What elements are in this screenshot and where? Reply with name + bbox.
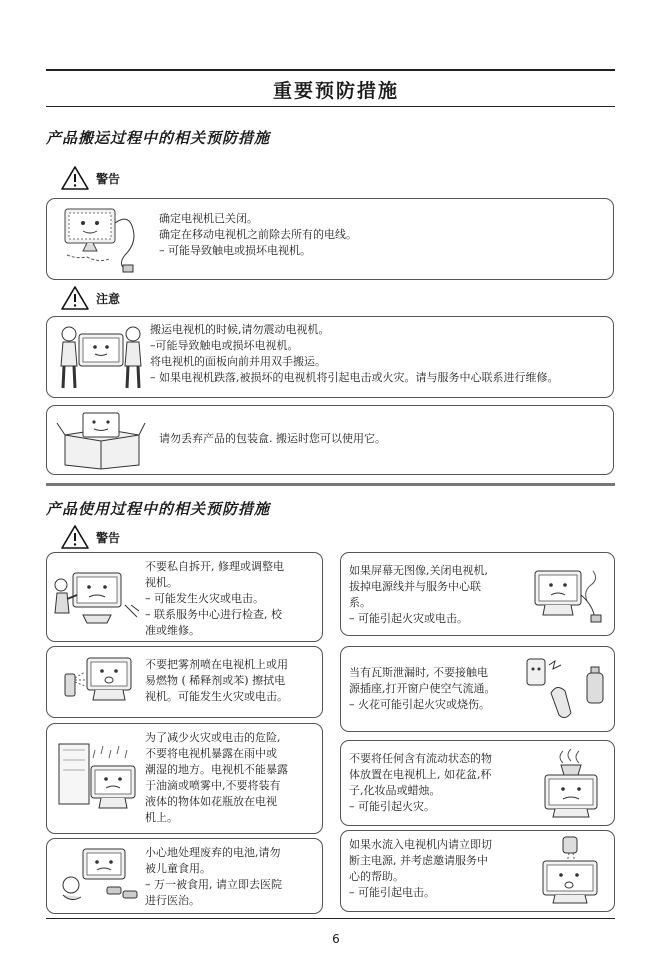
text-line: 易燃物 ( 稀释剂或苯) 擦拭电 [145, 674, 286, 687]
text-line: 源插座,打开窗户使空气流通。 [349, 682, 496, 695]
tv-disassembly-illustration [53, 565, 141, 627]
text-line: – 如果电视机跌落,被损坏的电视机将引起电击或火灾。请与服务中心联系进行维修。 [150, 371, 559, 384]
text-line: – 可能引起电击。 [349, 886, 435, 899]
transport-box-packaging-text [159, 431, 386, 447]
tv-in-box-illustration [55, 409, 147, 471]
text-line: 于油滴或喷雾中,不要将装有 [145, 779, 281, 792]
tv-spray-illustration [59, 652, 139, 712]
usage-box-gas-leak [340, 646, 615, 732]
text-line: 搬运电视机的时候,请勿震动电视机。 [150, 323, 330, 336]
text-line: 子,化妆品或蜡烛。 [349, 784, 441, 797]
two-people-carrying-tv-illustration [55, 320, 147, 394]
tv-water-illustration [533, 835, 609, 907]
text-line: –可能导致触电或损坏电视机。 [150, 339, 299, 352]
tv-smoke-illustration [529, 565, 609, 625]
usage-box-battery-text [145, 845, 282, 909]
text-line: – 万一被食用, 请立即去医院 [145, 878, 282, 891]
text-line: 断主电源, 并考虑邀请服务中 [349, 854, 488, 867]
tv-rain-illustration [55, 740, 141, 816]
usage-box-spray [46, 646, 323, 718]
text-line: 进行医治。 [145, 894, 200, 907]
text-line: 视机。可能发生火灾或电击。 [145, 690, 288, 703]
bottom-rule [46, 918, 615, 919]
text-line: 确定电视机已关闭。 [159, 212, 258, 225]
text-line: – 联系服务中心进行检查, 校 [145, 608, 282, 621]
text-line: – 可能引起火灾或电击。 [349, 612, 468, 625]
text-line: 请勿丢弃产品的包装盒. 搬运时您可以使用它。 [159, 432, 386, 445]
transport-box-packaging [46, 405, 614, 475]
text-line: 机上。 [145, 811, 178, 824]
caution-triangle-icon [60, 285, 90, 311]
usage-box-water [340, 830, 615, 912]
text-line: – 可能导致触电或损坏电视机。 [159, 244, 311, 257]
transport-box-carry-text [150, 322, 559, 386]
text-line: 不要将电视机暴露在雨中或 [145, 747, 277, 760]
top-rule [46, 69, 615, 71]
usage-box-liquids-text [349, 751, 492, 815]
text-line: 将电视机的面板向前并用双手搬运。 [150, 355, 326, 368]
text-line: 如果屏幕无图像,关闭电视机, [349, 564, 488, 577]
text-line: 视机。 [145, 576, 178, 589]
usage-box-no-picture-text [349, 563, 488, 627]
usage-heading: 产品使用过程中的相关预防措施 [46, 500, 271, 518]
text-line: 拔掉电源线并与服务中心联 [349, 580, 481, 593]
usage-box-battery [46, 838, 323, 914]
text-line: 不要私自拆开, 修理或调整电 [145, 560, 284, 573]
transport-box-unplug [46, 198, 614, 280]
warning-label: 警告 [96, 531, 121, 545]
page-title: 重要预防措施 [272, 80, 399, 102]
text-line: 系。 [349, 596, 371, 609]
transport-heading: 产品搬运过程中的相关预防措施 [46, 129, 271, 147]
text-line: 如果水流入电视机内请立即切 [349, 838, 492, 851]
gas-outlet-hand-illustration [521, 653, 609, 725]
text-line: 不要将任何含有流动状态的物 [349, 752, 492, 765]
section-separator [46, 483, 615, 486]
text-line: 当有瓦斯泄漏时, 不要接触电 [349, 666, 488, 679]
usage-box-moisture [46, 723, 323, 834]
usage-box-liquids [340, 740, 615, 826]
usage-box-disassemble-text [145, 559, 284, 639]
text-line: 为了减少火灾或电击的危险, [145, 731, 281, 744]
text-line: – 可能发生火灾或电击。 [145, 592, 264, 605]
battery-child-illustration [57, 845, 141, 907]
usage-box-water-text [349, 837, 492, 901]
text-line: 被儿童食用。 [145, 862, 211, 875]
transport-box-carry [46, 316, 614, 398]
tv-unplug-illustration [57, 203, 147, 275]
text-line: 小心地处理废弃的电池,请勿 [145, 846, 281, 859]
page-number: 6 [332, 932, 340, 946]
transport-box-unplug-text [159, 211, 357, 259]
text-line: 准或维修。 [145, 624, 200, 637]
text-line: 不要把雾剂喷在电视机上或用 [145, 658, 288, 671]
text-line: 体放置在电视机上, 如花盆,杯 [349, 768, 492, 781]
text-line: 心的帮助。 [349, 870, 404, 883]
warning-triangle-icon [60, 524, 90, 550]
usage-box-spray-text [145, 657, 288, 705]
text-line: – 可能引起火灾。 [349, 800, 435, 813]
usage-box-disassemble [46, 552, 323, 642]
text-line: – 火花可能引起火灾或烧伤。 [349, 698, 490, 711]
text-line: 确定在移动电视机之前除去所有的电线。 [159, 228, 357, 241]
tv-flowerpot-illustration [533, 745, 609, 821]
usage-box-gas-leak-text [349, 665, 496, 713]
usage-box-moisture-text [145, 730, 288, 826]
warning-label: 警告 [96, 172, 121, 186]
title-underline [46, 106, 615, 107]
usage-box-no-picture [340, 552, 615, 636]
text-line: 潮湿的地方。电视机不能暴露 [145, 763, 288, 776]
text-line: 液体的物体如花瓶放在电视 [145, 795, 277, 808]
caution-label: 注意 [96, 292, 121, 306]
warning-triangle-icon [60, 165, 90, 191]
